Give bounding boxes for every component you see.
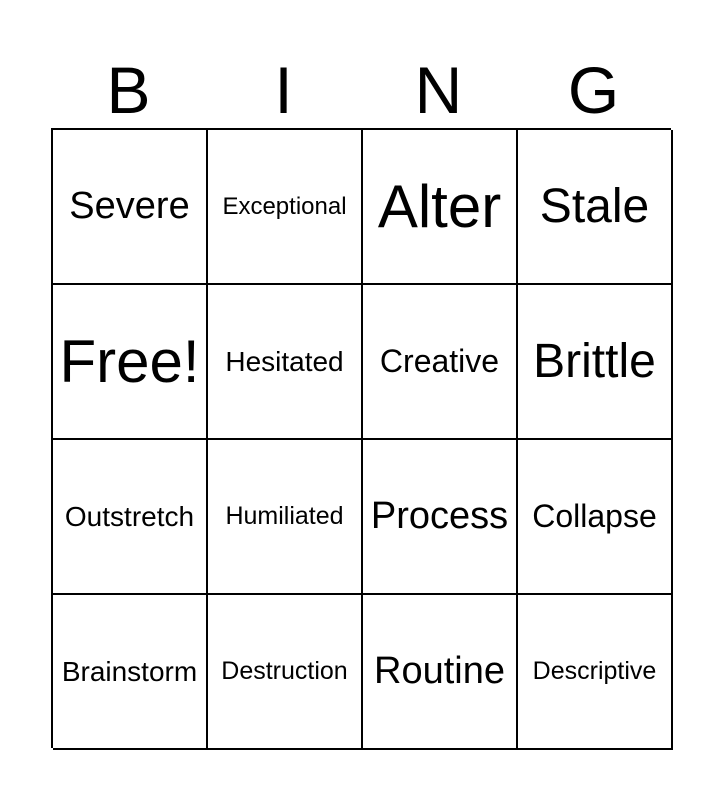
bingo-cell[interactable]: Routine	[363, 595, 518, 750]
header-letter-i: I	[274, 53, 293, 127]
bingo-cell[interactable]: Destruction	[208, 595, 363, 750]
bingo-cell[interactable]: Humiliated	[208, 440, 363, 595]
bingo-cell[interactable]: Severe	[53, 130, 208, 285]
bingo-cell[interactable]: Hesitated	[208, 285, 363, 440]
bingo-cell[interactable]: Brittle	[518, 285, 673, 440]
bingo-cell[interactable]: Brainstorm	[53, 595, 208, 750]
bingo-cell[interactable]: Creative	[363, 285, 518, 440]
bingo-cell[interactable]: Alter	[363, 130, 518, 285]
free-space-cell[interactable]: Free!	[53, 285, 208, 440]
bingo-cell[interactable]: Process	[363, 440, 518, 595]
header-letter-b: B	[106, 53, 151, 127]
bingo-board	[51, 128, 671, 748]
header-letter-n: N	[414, 53, 463, 127]
bingo-cell[interactable]: Descriptive	[518, 595, 673, 750]
bingo-cell[interactable]: Collapse	[518, 440, 673, 595]
bingo-cell[interactable]: Stale	[518, 130, 673, 285]
header-letter-g: G	[567, 53, 620, 127]
bingo-cell[interactable]: Outstretch	[53, 440, 208, 595]
bingo-header	[51, 52, 671, 128]
bingo-cell[interactable]: Exceptional	[208, 130, 363, 285]
